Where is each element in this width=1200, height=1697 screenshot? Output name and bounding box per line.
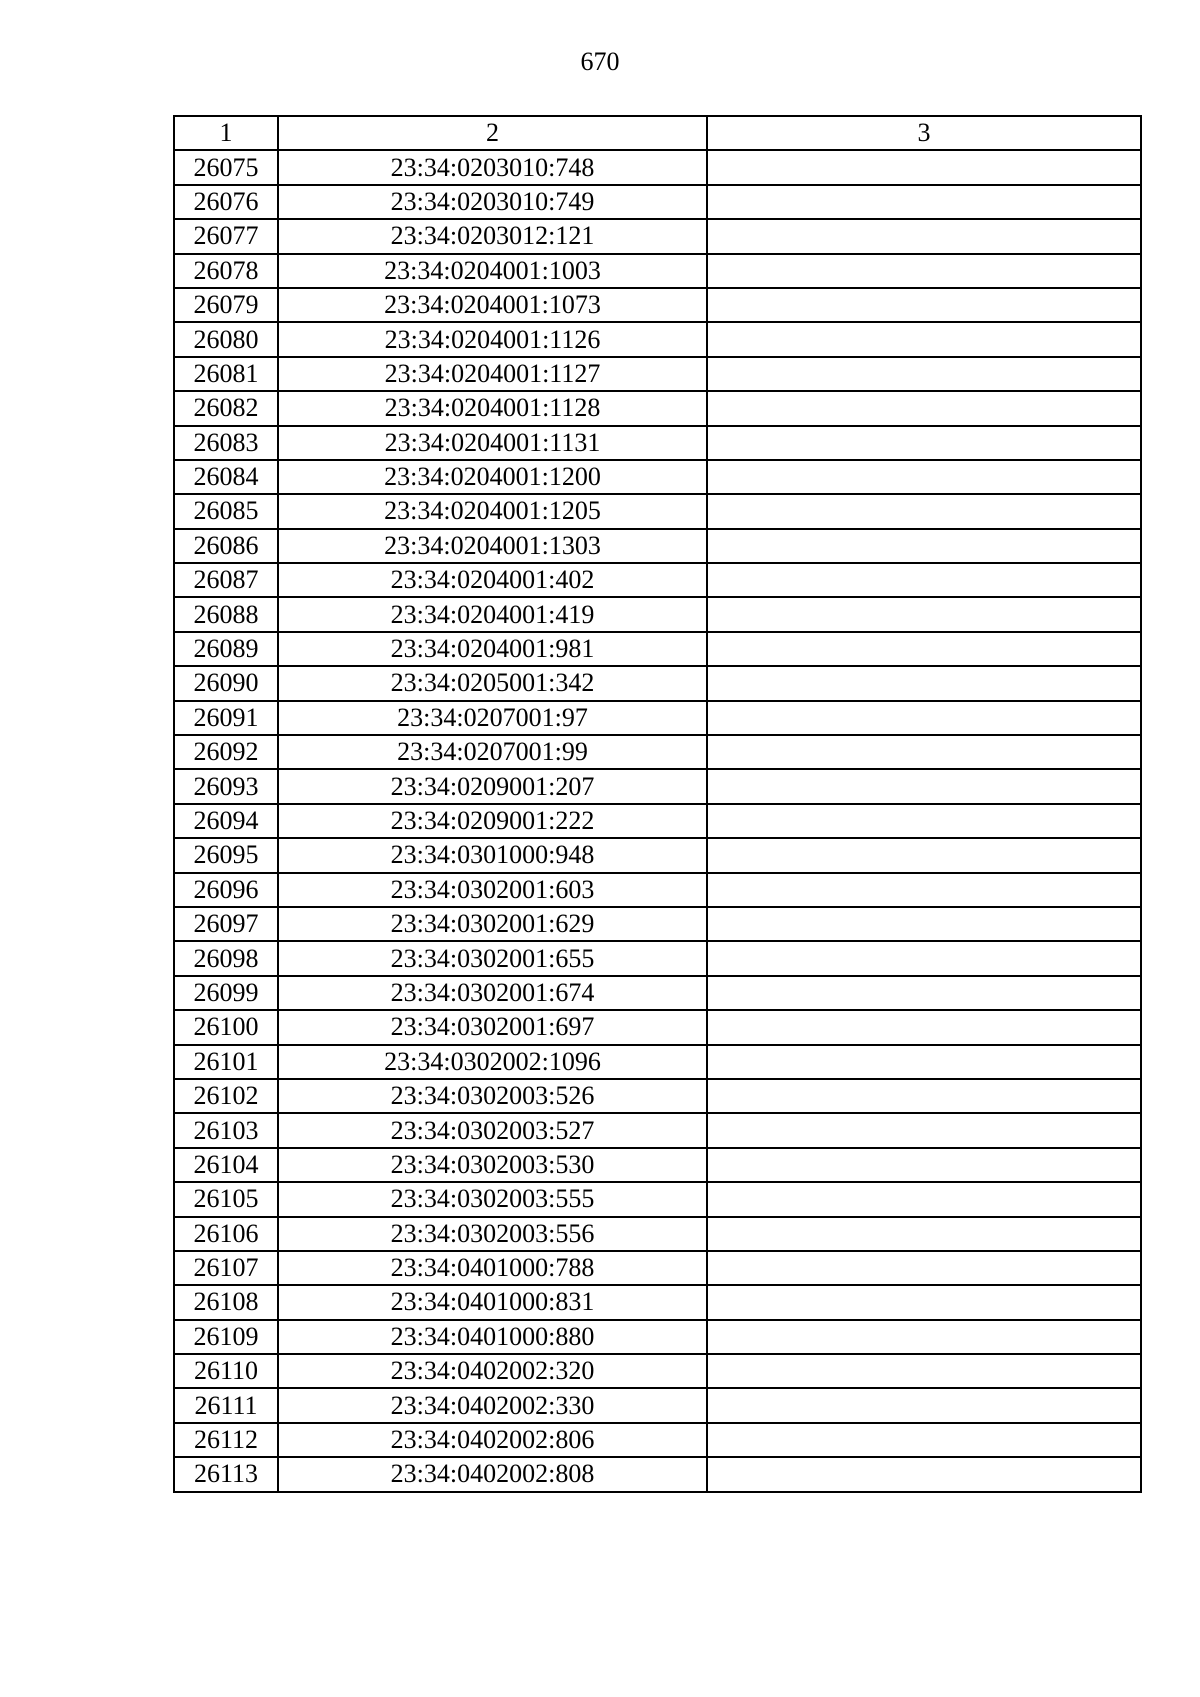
table-row — [174, 150, 1141, 184]
table-cell-col-3 — [707, 1010, 1141, 1044]
table-cell-col-3 — [707, 1148, 1141, 1182]
table-cell-col-3 — [707, 838, 1141, 872]
table-cell-col-1: 26081 — [174, 357, 278, 391]
table-cell-col-1: 26080 — [174, 322, 278, 356]
table-cell-col-2: 23:34:0204001:1127 — [278, 357, 707, 391]
table-row — [174, 1113, 1141, 1147]
table-cell-col-2: 23:34:0204001:1303 — [278, 529, 707, 563]
table-cell-col-2: 23:34:0207001:97 — [278, 701, 707, 735]
table-cell-col-3 — [707, 219, 1141, 253]
table-cell-col-1: 26110 — [174, 1354, 278, 1388]
table-row — [174, 976, 1141, 1010]
table-cell-col-3 — [707, 357, 1141, 391]
table-row — [174, 1285, 1141, 1319]
table-body — [174, 150, 1141, 1491]
table-row — [174, 666, 1141, 700]
table-row — [174, 735, 1141, 769]
table-row — [174, 632, 1141, 666]
table-cell-col-2: 23:34:0204001:419 — [278, 597, 707, 631]
table-cell-col-2: 23:34:0302003:555 — [278, 1182, 707, 1216]
table-cell-col-1: 26087 — [174, 563, 278, 597]
table-cell-col-2: 23:34:0302001:655 — [278, 941, 707, 975]
table-cell-col-3 — [707, 804, 1141, 838]
table-header — [174, 116, 1141, 150]
table-cell-col-3 — [707, 1388, 1141, 1422]
table-row — [174, 1217, 1141, 1251]
table-row — [174, 769, 1141, 803]
table-cell-col-1: 26088 — [174, 597, 278, 631]
table-cell-col-3 — [707, 632, 1141, 666]
table-cell-col-2: 23:34:0302001:674 — [278, 976, 707, 1010]
table-row — [174, 391, 1141, 425]
table-cell-col-2: 23:34:0402002:330 — [278, 1388, 707, 1422]
table-row — [174, 1457, 1141, 1491]
table-row — [174, 941, 1141, 975]
table-cell-col-1: 26092 — [174, 735, 278, 769]
table-cell-col-2: 23:34:0401000:788 — [278, 1251, 707, 1285]
table-cell-col-2: 23:34:0204001:1200 — [278, 460, 707, 494]
table-row — [174, 494, 1141, 528]
table-cell-col-1: 26106 — [174, 1217, 278, 1251]
table-cell-col-1: 26077 — [174, 219, 278, 253]
table-cell-col-1: 26111 — [174, 1388, 278, 1422]
table-cell-col-1: 26099 — [174, 976, 278, 1010]
table-cell-col-3 — [707, 1457, 1141, 1491]
table-cell-col-3 — [707, 1217, 1141, 1251]
table-cell-col-3 — [707, 1285, 1141, 1319]
table-cell-col-1: 26108 — [174, 1285, 278, 1319]
table-row — [174, 1148, 1141, 1182]
table-cell-col-1: 26093 — [174, 769, 278, 803]
table-cell-col-2: 23:34:0203012:121 — [278, 219, 707, 253]
table-row — [174, 804, 1141, 838]
table-row — [174, 1079, 1141, 1113]
table-cell-col-1: 26107 — [174, 1251, 278, 1285]
table-cell-col-1: 26091 — [174, 701, 278, 735]
table-cell-col-1: 26103 — [174, 1113, 278, 1147]
table-cell-col-2: 23:34:0302002:1096 — [278, 1045, 707, 1079]
table-cell-col-2: 23:34:0204001:1126 — [278, 322, 707, 356]
table-cell-col-1: 26089 — [174, 632, 278, 666]
table-cell-col-1: 26094 — [174, 804, 278, 838]
table-cell-col-2: 23:34:0302003:527 — [278, 1113, 707, 1147]
table-cell-col-1: 26100 — [174, 1010, 278, 1044]
table-cell-col-1: 26082 — [174, 391, 278, 425]
table-cell-col-3 — [707, 254, 1141, 288]
table-cell-col-1: 26096 — [174, 873, 278, 907]
table-cell-col-2: 23:34:0302003:526 — [278, 1079, 707, 1113]
table-cell-col-1: 26085 — [174, 494, 278, 528]
table-row — [174, 1182, 1141, 1216]
table-row — [174, 357, 1141, 391]
table-cell-col-1: 26079 — [174, 288, 278, 322]
table-cell-col-3 — [707, 150, 1141, 184]
table-cell-col-1: 26095 — [174, 838, 278, 872]
table-cell-col-3 — [707, 1182, 1141, 1216]
table-cell-col-2: 23:34:0302001:697 — [278, 1010, 707, 1044]
table-row — [174, 597, 1141, 631]
table-cell-col-1: 26075 — [174, 150, 278, 184]
header-cell-2: 2 — [278, 116, 707, 150]
table-row — [174, 529, 1141, 563]
table-cell-col-3 — [707, 563, 1141, 597]
table-cell-col-1: 26083 — [174, 426, 278, 460]
table-cell-col-2: 23:34:0402002:806 — [278, 1423, 707, 1457]
table-cell-col-3 — [707, 1320, 1141, 1354]
table-cell-col-1: 26101 — [174, 1045, 278, 1079]
table-row — [174, 426, 1141, 460]
table-cell-col-2: 23:34:0209001:207 — [278, 769, 707, 803]
table-cell-col-3 — [707, 426, 1141, 460]
table-cell-col-3 — [707, 1251, 1141, 1285]
table-cell-col-3 — [707, 666, 1141, 700]
table-row — [174, 838, 1141, 872]
table-cell-col-2: 23:34:0302001:629 — [278, 907, 707, 941]
table-row — [174, 254, 1141, 288]
table-cell-col-1: 26098 — [174, 941, 278, 975]
table-cell-col-2: 23:34:0302003:556 — [278, 1217, 707, 1251]
header-cell-1: 1 — [174, 116, 278, 150]
table-cell-col-2: 23:34:0207001:99 — [278, 735, 707, 769]
table-cell-col-3 — [707, 1113, 1141, 1147]
table-row — [174, 1354, 1141, 1388]
table-cell-col-2: 23:34:0204001:981 — [278, 632, 707, 666]
table-row — [174, 873, 1141, 907]
table-cell-col-2: 23:34:0302001:603 — [278, 873, 707, 907]
table-row — [174, 185, 1141, 219]
table-row — [174, 460, 1141, 494]
table-cell-col-3 — [707, 460, 1141, 494]
table-cell-col-3 — [707, 529, 1141, 563]
table-cell-col-1: 26076 — [174, 185, 278, 219]
table-cell-col-3 — [707, 1354, 1141, 1388]
registry-table — [173, 115, 1142, 1493]
table-cell-col-3 — [707, 701, 1141, 735]
table-cell-col-3 — [707, 1423, 1141, 1457]
table-cell-col-3 — [707, 907, 1141, 941]
header-cell-3: 3 — [707, 116, 1141, 150]
table-cell-col-2: 23:34:0401000:880 — [278, 1320, 707, 1354]
table-cell-col-2: 23:34:0401000:831 — [278, 1285, 707, 1319]
table-cell-col-2: 23:34:0301000:948 — [278, 838, 707, 872]
table-row — [174, 1423, 1141, 1457]
header-row — [174, 116, 1141, 150]
table-cell-col-3 — [707, 769, 1141, 803]
table-cell-col-3 — [707, 873, 1141, 907]
table-cell-col-2: 23:34:0209001:222 — [278, 804, 707, 838]
table-row — [174, 1251, 1141, 1285]
table-cell-col-3 — [707, 322, 1141, 356]
table-cell-col-3 — [707, 185, 1141, 219]
table-row — [174, 1010, 1141, 1044]
table-cell-col-2: 23:34:0203010:749 — [278, 185, 707, 219]
table-cell-col-1: 26109 — [174, 1320, 278, 1354]
table-cell-col-3 — [707, 941, 1141, 975]
table-cell-col-2: 23:34:0204001:1128 — [278, 391, 707, 425]
table-cell-col-1: 26105 — [174, 1182, 278, 1216]
table-row — [174, 219, 1141, 253]
table-cell-col-2: 23:34:0204001:1131 — [278, 426, 707, 460]
table-cell-col-1: 26102 — [174, 1079, 278, 1113]
table-cell-col-1: 26090 — [174, 666, 278, 700]
table-row — [174, 907, 1141, 941]
table-row — [174, 1045, 1141, 1079]
table-cell-col-3 — [707, 494, 1141, 528]
table-cell-col-3 — [707, 597, 1141, 631]
table-cell-col-3 — [707, 391, 1141, 425]
table-cell-col-3 — [707, 1079, 1141, 1113]
table-cell-col-2: 23:34:0302003:530 — [278, 1148, 707, 1182]
table-cell-col-2: 23:34:0203010:748 — [278, 150, 707, 184]
table-cell-col-1: 26097 — [174, 907, 278, 941]
page-number: 670 — [580, 47, 620, 76]
table-cell-col-3 — [707, 735, 1141, 769]
table-row — [174, 288, 1141, 322]
table-cell-col-2: 23:34:0402002:320 — [278, 1354, 707, 1388]
table-row — [174, 1320, 1141, 1354]
table-cell-col-1: 26078 — [174, 254, 278, 288]
table-cell-col-1: 26112 — [174, 1423, 278, 1457]
table-row — [174, 563, 1141, 597]
table-cell-col-2: 23:34:0402002:808 — [278, 1457, 707, 1491]
table-cell-col-3 — [707, 976, 1141, 1010]
table-cell-col-3 — [707, 1045, 1141, 1079]
table-cell-col-2: 23:34:0204001:1073 — [278, 288, 707, 322]
table-cell-col-3 — [707, 288, 1141, 322]
table-row — [174, 701, 1141, 735]
table-row — [174, 322, 1141, 356]
table-row — [174, 1388, 1141, 1422]
table-cell-col-2: 23:34:0204001:402 — [278, 563, 707, 597]
table-cell-col-2: 23:34:0204001:1205 — [278, 494, 707, 528]
table-cell-col-1: 26084 — [174, 460, 278, 494]
table-cell-col-2: 23:34:0204001:1003 — [278, 254, 707, 288]
table-cell-col-2: 23:34:0205001:342 — [278, 666, 707, 700]
table-cell-col-1: 26086 — [174, 529, 278, 563]
table-cell-col-1: 26113 — [174, 1457, 278, 1491]
table-cell-col-1: 26104 — [174, 1148, 278, 1182]
